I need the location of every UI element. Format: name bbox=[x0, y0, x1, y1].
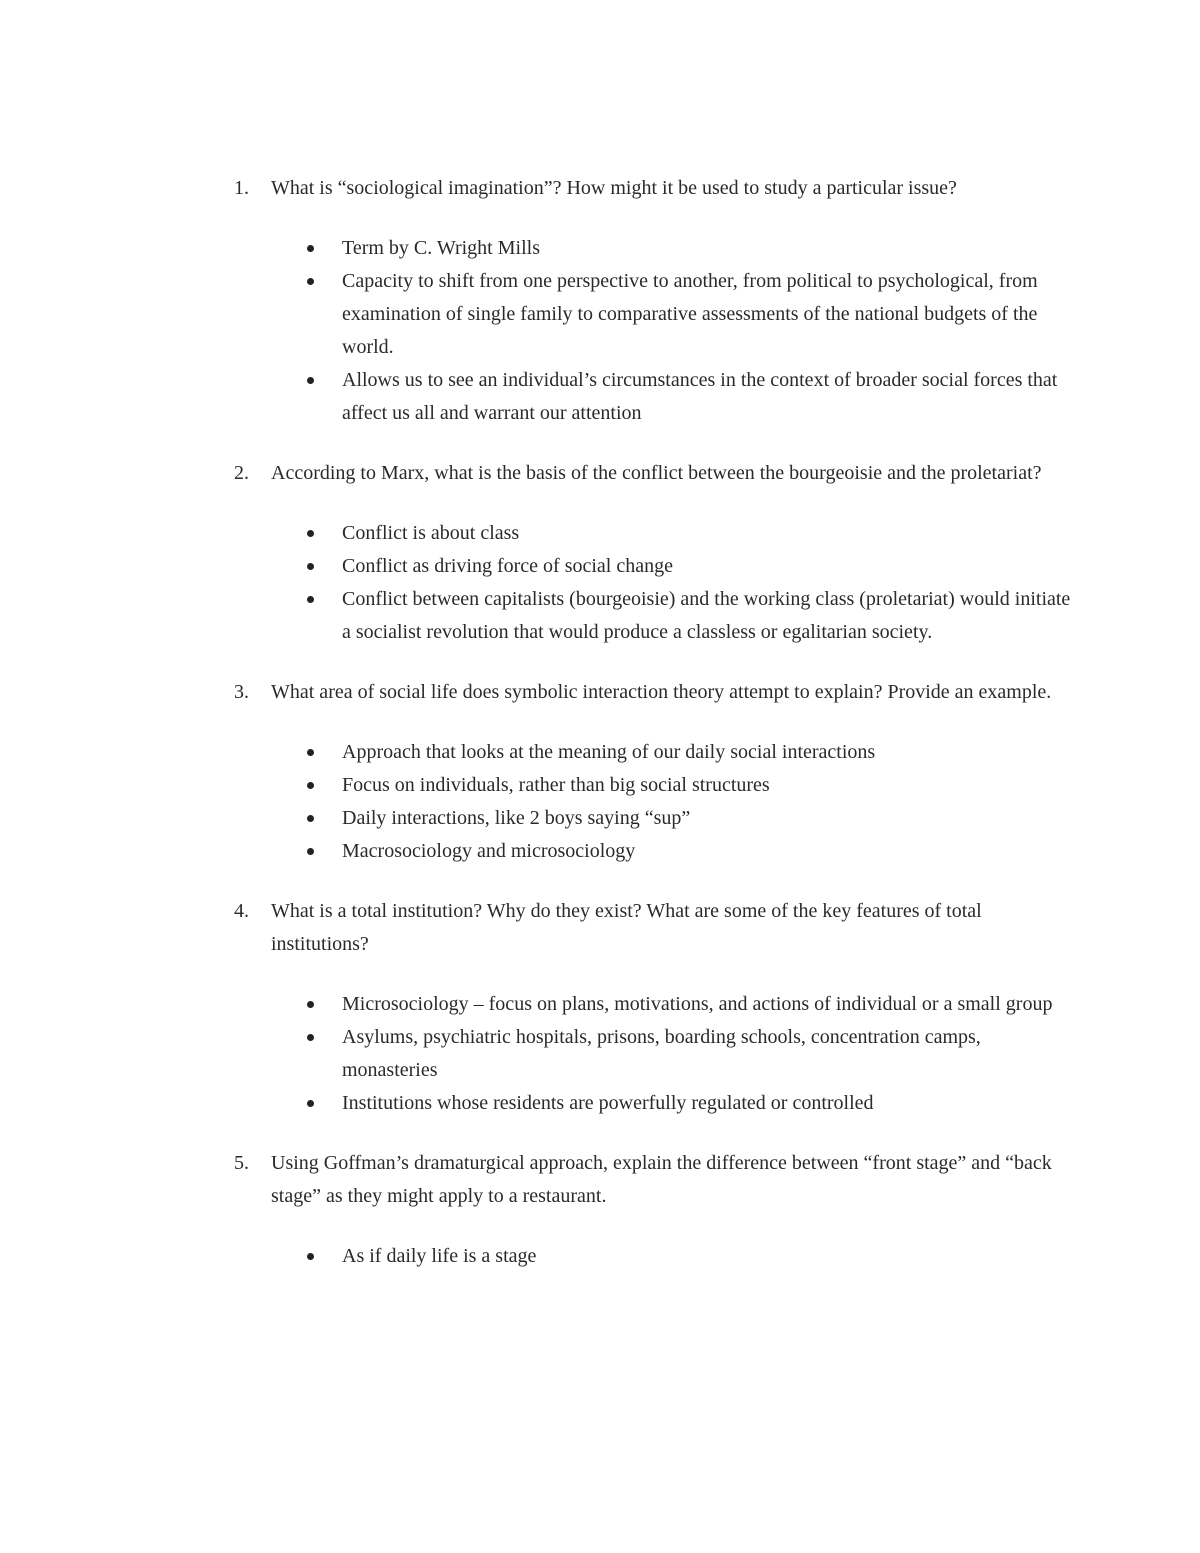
answer-item bbox=[234, 265, 1074, 364]
answer-text: Macrosociology and microsociology bbox=[342, 840, 636, 862]
bullet-icon bbox=[305, 265, 342, 364]
answer-list bbox=[234, 517, 1074, 649]
question-number: 3. bbox=[234, 681, 249, 703]
answer-item bbox=[234, 232, 1074, 265]
question-item bbox=[234, 457, 1074, 649]
question-item bbox=[234, 676, 1074, 868]
question-text: What is “sociological imagination”? How might it be used to study a particular issue? bbox=[271, 177, 957, 199]
bullet-icon bbox=[305, 364, 342, 430]
answer-text: Term by C. Wright Mills bbox=[342, 237, 540, 259]
answer-item bbox=[234, 364, 1074, 430]
answer-list bbox=[234, 1240, 1074, 1273]
answer-text: Daily interactions, like 2 boys saying “sup” bbox=[342, 807, 691, 829]
answer-item bbox=[234, 736, 1074, 769]
bullet-icon bbox=[305, 802, 342, 835]
question-number: 2. bbox=[234, 462, 249, 484]
answer-text: Conflict as driving force of social change bbox=[342, 555, 673, 577]
question-text: Using Goffman’s dramaturgical approach, explain the difference between “front stage” and “back stage” as they might apply to a restaurant. bbox=[271, 1152, 1052, 1207]
answer-list bbox=[234, 232, 1074, 430]
answer-item bbox=[234, 988, 1074, 1021]
bullet-icon bbox=[305, 517, 342, 550]
bullet-icon bbox=[305, 736, 342, 769]
answer-item bbox=[234, 550, 1074, 583]
bullet-icon bbox=[305, 1240, 342, 1273]
answer-item bbox=[234, 835, 1074, 868]
bullet-icon bbox=[305, 1087, 342, 1120]
bullet-icon bbox=[305, 1021, 342, 1087]
answer-text: Focus on individuals, rather than big social structures bbox=[342, 774, 770, 796]
bullet-icon bbox=[305, 769, 342, 802]
question-text: What is a total institution? Why do they exist? What are some of the key features of total institutions? bbox=[271, 900, 982, 955]
question-text: According to Marx, what is the basis of the conflict between the bourgeoisie and the proletariat? bbox=[271, 462, 1042, 484]
bullet-icon bbox=[305, 232, 342, 265]
answer-text: Institutions whose residents are powerfully regulated or controlled bbox=[342, 1092, 874, 1114]
answer-text: Microsociology – focus on plans, motivations, and actions of individual or a small group bbox=[342, 993, 1053, 1015]
answer-text: As if daily life is a stage bbox=[342, 1245, 537, 1267]
answer-item bbox=[234, 802, 1074, 835]
answer-text: Conflict between capitalists (bourgeoisie) and the working class (proletariat) would initiate a socialist revolution that would produce a classless or egalitarian society. bbox=[342, 588, 1071, 643]
question-item bbox=[234, 895, 1074, 1120]
answer-item bbox=[234, 517, 1074, 550]
answer-text: Conflict is about class bbox=[342, 522, 520, 544]
answer-item bbox=[234, 1021, 1074, 1087]
bullet-icon bbox=[305, 988, 342, 1021]
question-item bbox=[234, 1147, 1074, 1273]
bullet-icon bbox=[305, 835, 342, 868]
question-number: 4. bbox=[234, 900, 249, 922]
answer-text: Approach that looks at the meaning of our daily social interactions bbox=[342, 741, 876, 763]
question-number: 1. bbox=[234, 177, 249, 199]
question-item bbox=[234, 172, 1074, 430]
answer-item bbox=[234, 769, 1074, 802]
answer-text: Asylums, psychiatric hospitals, prisons, boarding schools, concentration camps, monasteries bbox=[342, 1026, 981, 1081]
answer-text: Allows us to see an individual’s circumstances in the context of broader social forces that affect us all and warrant our attention bbox=[342, 369, 1058, 424]
bullet-icon bbox=[305, 550, 342, 583]
answer-text: Capacity to shift from one perspective to another, from political to psychological, from examination of single family to comparative assessments of the national budgets of the world. bbox=[342, 270, 1038, 358]
answer-item bbox=[234, 583, 1074, 649]
question-list bbox=[234, 172, 1074, 1300]
bullet-icon bbox=[305, 583, 342, 649]
answer-list bbox=[234, 988, 1074, 1120]
answer-list bbox=[234, 736, 1074, 868]
answer-item bbox=[234, 1087, 1074, 1120]
answer-item bbox=[234, 1240, 1074, 1273]
question-text: What area of social life does symbolic interaction theory attempt to explain? Provide an example. bbox=[271, 681, 1052, 703]
question-number: 5. bbox=[234, 1152, 249, 1174]
